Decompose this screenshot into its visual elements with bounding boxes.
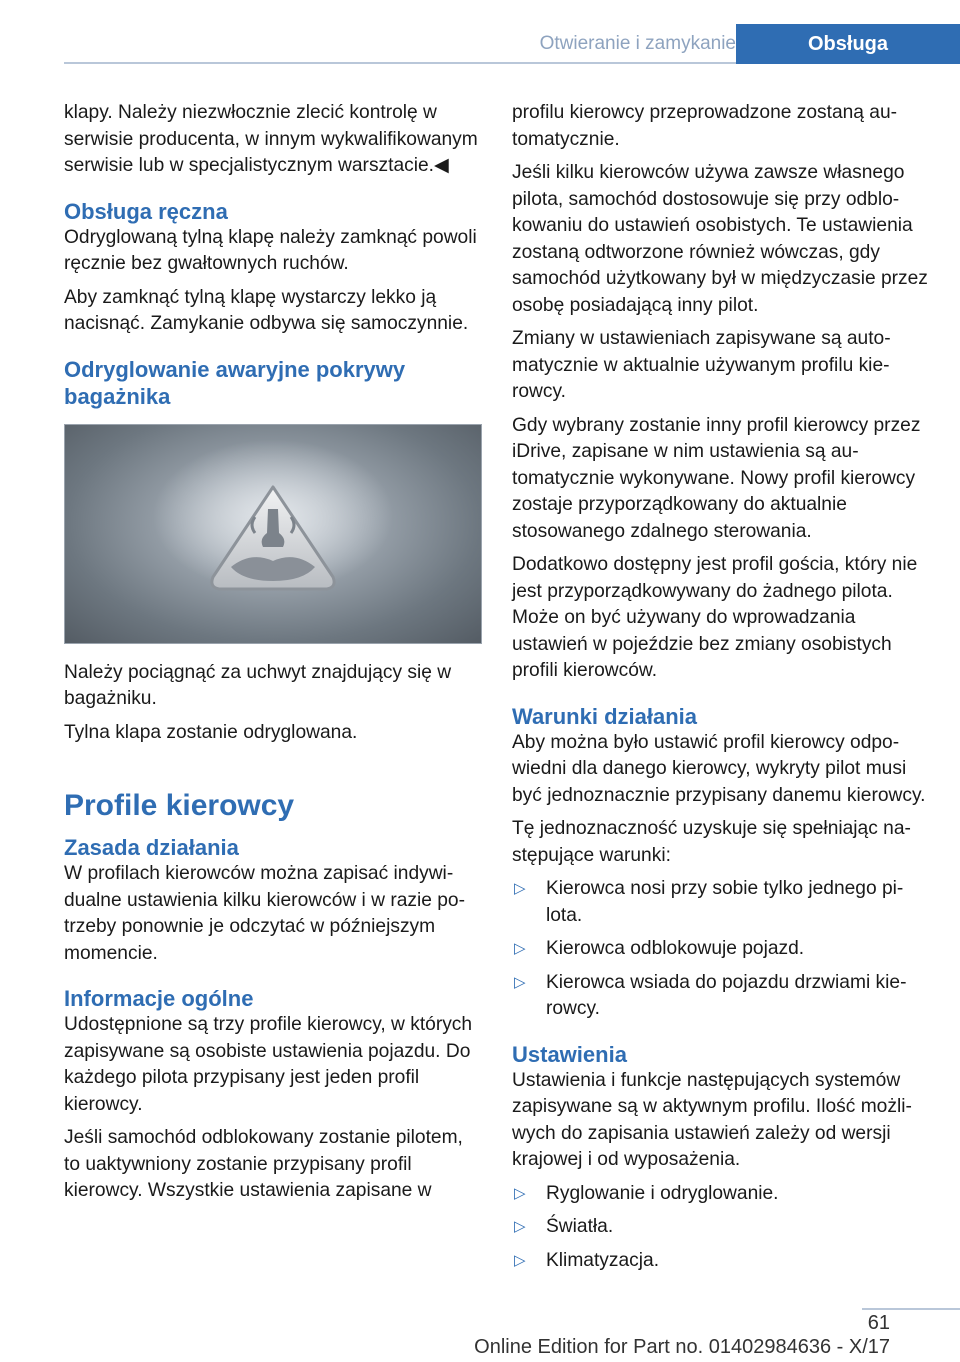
footer-line [862,1308,960,1310]
list-item [512,1248,932,1275]
heading-general-info: Informacje ogólne [64,986,254,1011]
paragraph: Gdy wybrany zostanie inny profil kierowcy przez iDrive, zapisane w nim ustawienia są automatycznie wykonywane. Nowy profil kierowcy zostaje przyporządkowany do aktualnie stosowanego zdalnego sterowania. [512,414,921,542]
triangle-bullet-icon: ▷ [514,940,526,957]
paragraph: Odryglowaną tylną klapę należy zamknąć powoli ręcznie bez gwałtownych ruchów. [64,226,477,274]
left-column [64,100,484,1212]
paragraph: W profilach kierowców można zapisać indywidualne ustawienia kilku kierowców i w razie potrzeby ponownie je odczytać w późniejszym momencie. [64,863,465,964]
heading-settings: Ustawienia [512,1041,627,1067]
heading-conditions: Warunki działania [512,703,698,729]
header-section-title: Otwieranie i zamykanie [539,33,736,54]
heading-manual: Obsługa ręczna [64,198,228,224]
paragraph: profilu kierowcy przeprowadzone zostaną automatycznie. [512,102,898,150]
list-item-text: Światła. [546,1216,614,1237]
list-item [512,970,932,1023]
paragraph: Udostępnione są trzy profile kierowcy, w których zapisywane są osobiste ustawienia pojazdu. Do każdego pilota przypisany jest jeden profil kierowcy. [64,1014,473,1115]
conditions-list [512,876,932,1023]
triangle-bullet-icon: ▷ [514,973,526,991]
header-tab: Obsługa [736,24,960,64]
triangle-bullet-icon: ▷ [514,1251,526,1269]
heading-driver-profiles: Profile kierowcy [64,789,295,822]
settings-list [512,1181,932,1275]
paragraph: Zmiany w ustawieniach zapisywane są automatycznie w aktualnie używanym profilu kierowcy. [512,328,891,402]
trunk-release-handle-image [64,424,482,644]
triangle-bullet-icon: ▷ [514,880,526,897]
triangle-bullet-icon: ▷ [514,1184,526,1202]
trunk-release-handle-icon [65,425,481,643]
page-number: 61 [867,1312,890,1334]
list-item-text: Kierowca odblokowuje pojazd. [546,938,805,959]
list-item [512,1214,932,1241]
paragraph: Aby można było ustawić profil kierowcy odpowiedni dla danego kierowcy, wykryty pilot musi być jednoznacznie przypisany danemu kierowcy. [512,731,926,806]
paragraph: Tylna klapa zostanie odryglowana. [64,721,358,743]
heading-principle: Zasada działania [64,835,239,860]
paragraph: Tę jednoznaczność uzyskuje się spełniając następujące warunki: [512,818,911,866]
list-item [512,1181,932,1208]
heading-emergency: Odryglowanie awaryjne pokrywy bagażnika [64,356,406,409]
paragraph: Należy pociągnąć za uchwyt znajdujący się w bagażniku. [64,661,452,709]
list-item-text: Kierowca nosi przy sobie tylko jednego pilota. [546,878,904,926]
paragraph: Aby zamknąć tylną klapę wystarczy lekko ją nacisnąć. Zamykanie odbywa się samoczynnie. [64,286,469,334]
list-item [512,936,932,963]
right-column [512,100,932,1281]
paragraph: klapy. Należy niezwłocznie zlecić kontrolę w serwisie producenta, w innym wykwalifikowanym serwisie lub w specjalistycznym warsztacie.◀ [64,102,478,176]
paragraph: Ustawienia i funkcje następujących systemów zapisywane są w aktywnym profilu. Ilość możliwych do zapisania ustawień zależy od wersji krajowej i od wyposażenia. [512,1069,912,1170]
list-item-text: Ryglowanie i odryglowanie. [546,1182,779,1204]
list-item-text: Klimatyzacja. [546,1249,660,1271]
paragraph: Jeśli kilku kierowców używa zawsze własnego pilota, samochód dostosowuje się przy odblokowaniu do ustawień osobistych. Te ustawienia zostaną odtworzone również wówczas, gdy samochód użytkowany był w międzyczasie przez osobę posiadającą inny pilot. [512,162,928,316]
list-item-text: Kierowca wsiada do pojazdu drzwiami kierowcy. [546,971,907,1019]
triangle-bullet-icon: ▷ [514,1218,526,1235]
paragraph: Jeśli samochód odblokowany zostanie pilotem, to uaktywniony zostanie przypisany profil kierowcy. Wszystkie ustawienia zapisane w [64,1127,463,1201]
list-item [512,876,932,929]
edition-note: Online Edition for Part no. 01402984636 - X/17 [474,1336,890,1358]
paragraph: Dodatkowo dostępny jest profil gościa, który nie jest przyporządkowywany do żadnego pilota. Może on być używany do wprowadzania ustawień w pojeździe bez zmiany osobistych profili kierowców. [512,554,918,681]
